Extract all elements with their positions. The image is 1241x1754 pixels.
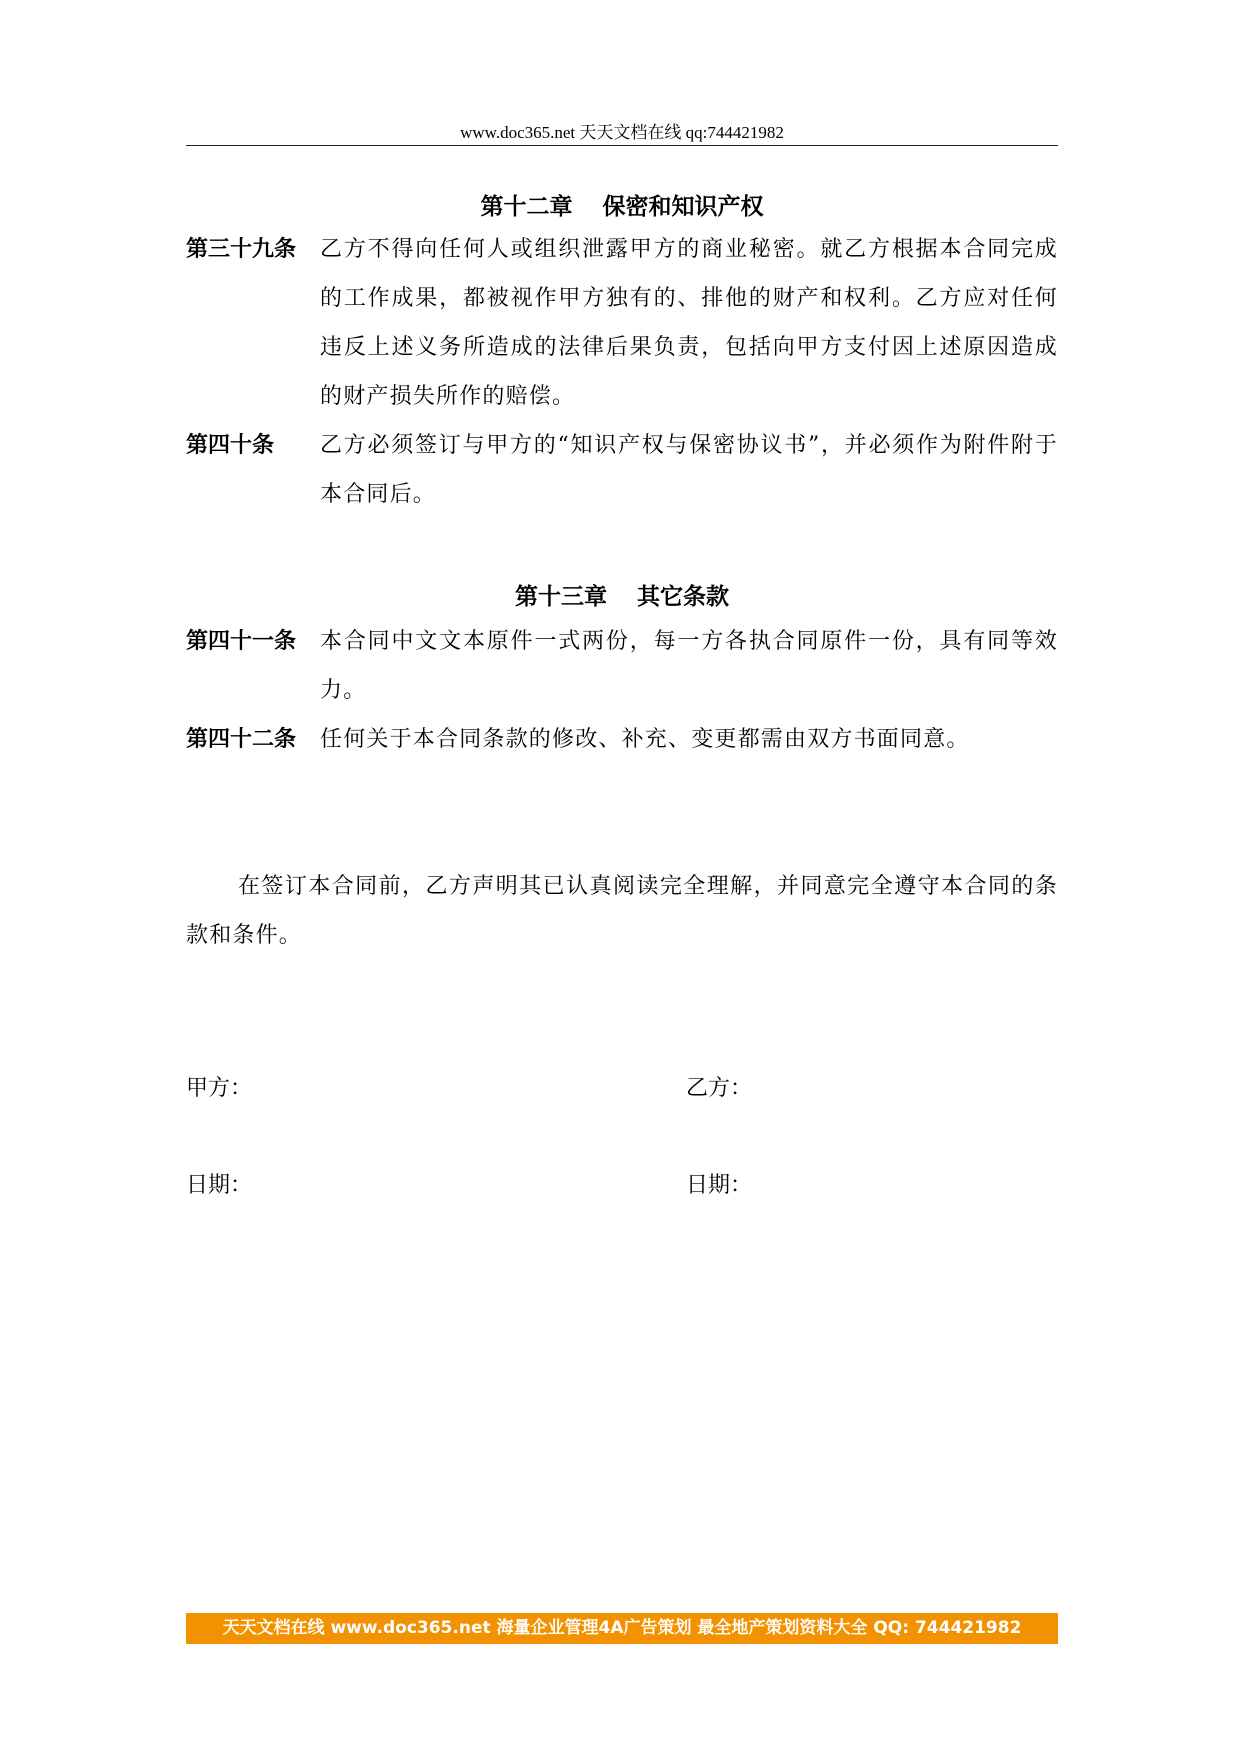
page-header: www.doc365.net 天天文档在线 qq:744421982 (460, 123, 784, 142)
footer-banner: 天天文档在线 www.doc365.net 海量企业管理4A广告策划 最全地产策划资料大全 QQ: 744421982 (186, 1613, 1058, 1644)
article-42 (186, 715, 1058, 764)
article-40 (186, 421, 1058, 519)
party-b-date-label: 日期： (686, 1173, 753, 1198)
header-divider (186, 145, 1058, 146)
article-text: 本合同中文文本原件一式两份，每一方各执合同原件一份，具有同等效力。 (320, 629, 1058, 703)
party-a-signature-label: 甲方： (186, 1076, 253, 1101)
article-text: 任何关于本合同条款的修改、补充、变更都需由双方书面同意。 (320, 727, 970, 752)
article-label: 第四十二条 (186, 727, 297, 752)
article-label: 第三十九条 (186, 237, 297, 262)
party-b-signature-label: 乙方： (686, 1076, 753, 1101)
chapter-title: 保密和知识产权 (602, 194, 764, 220)
chapter-number: 第十三章 (515, 584, 607, 610)
article-label: 第四十一条 (186, 629, 297, 654)
chapter-13-heading (186, 578, 1058, 611)
article-41 (186, 617, 1058, 715)
chapter-12-heading (186, 188, 1058, 221)
article-text: 乙方必须签订与甲方的“知识产权与保密协议书”，并必须作为附件附于本合同后。 (320, 433, 1058, 507)
chapter-title: 其它条款 (637, 584, 729, 610)
declaration-paragraph: 在签订本合同前，乙方声明其已认真阅读完全理解，并同意完全遵守本合同的条款和条件。 (186, 874, 1058, 948)
article-39 (186, 225, 1058, 421)
party-a-date-label: 日期： (186, 1173, 253, 1198)
article-label: 第四十条 (186, 433, 275, 458)
chapter-number: 第十二章 (480, 194, 573, 220)
article-text: 乙方不得向任何人或组织泄露甲方的商业秘密。就乙方根据本合同完成的工作成果，都被视作甲方独有的、排他的财产和权利。乙方应对任何违反上述义务所造成的法律后果负责，包括向甲方支付因上述原因造成的财产损失所作的赔偿。 (320, 237, 1058, 409)
